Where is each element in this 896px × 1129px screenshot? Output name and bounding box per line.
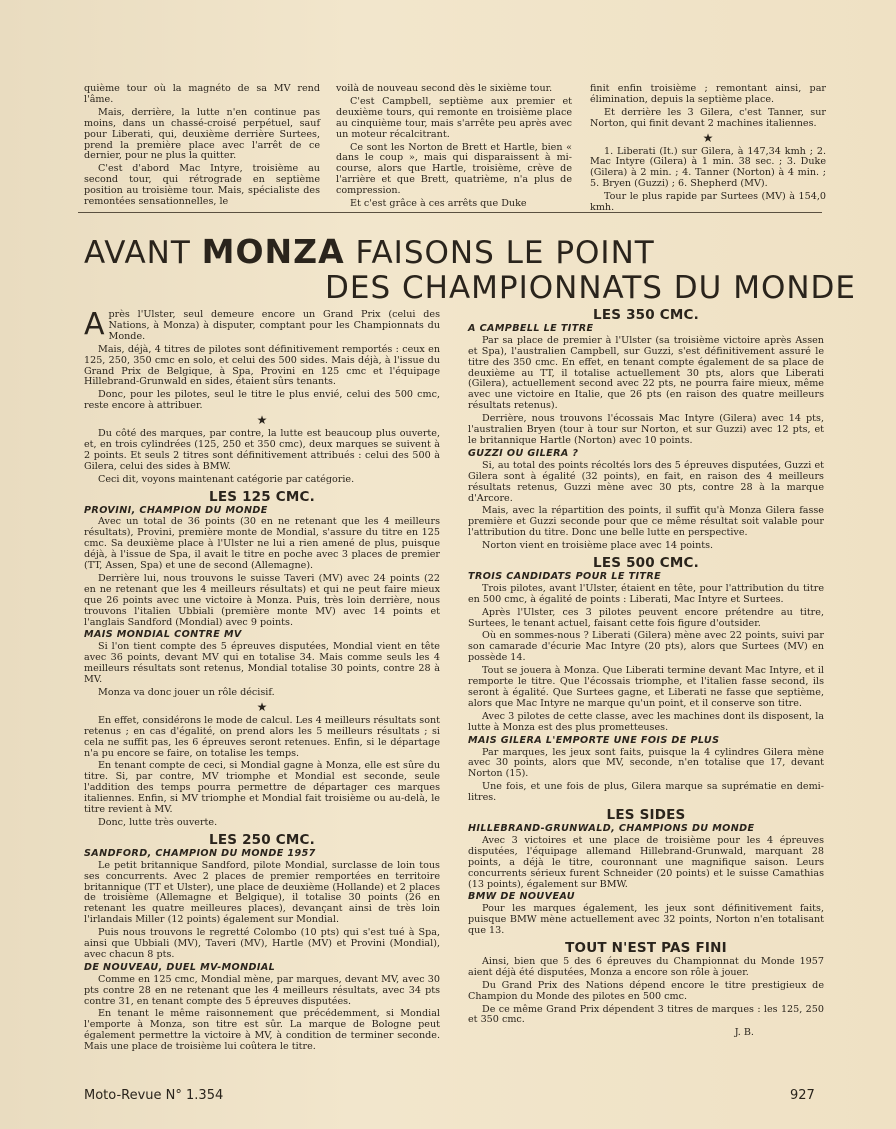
paragraph: voilà de nouveau second dès le sixième tour. xyxy=(336,83,553,94)
paragraph: Monza va donc jouer un rôle décisif. xyxy=(98,687,275,698)
subheading: GUZZI OU GILERA ? xyxy=(468,447,579,459)
paragraph: Derrière, nous trouvons l'écossais Mac Intyre (Gilera) avec 14 pts, l'australien Bryen (tour à tour sur Norton, et sur Guzzi) avec 12 pts, et le britannique Hartle (Norton) avec 10 points. xyxy=(468,413,824,446)
subheading: TROIS CANDIDATS POUR LE TITRE xyxy=(468,570,662,582)
top-column-3 xyxy=(590,84,826,216)
section-heading-fin: TOUT N'EST PAS FINI xyxy=(565,940,727,957)
section-heading-350: LES 350 CMC. xyxy=(593,307,699,323)
paragraph: Le petit britannique Sandford, pilote Mondial, surclasse de loin tous ses concurrents. Avec 2 places de premier remportées en territoire britannique (TT et Ulster), une place de deuxième (Hollande) et 2 places de troisième (Allemagne et Belgique), il totalise 30 points (26 en retenant les quatre meilleures places), devançant ainsi de très loin l'irlandais Miller (12 points) également sur Mondial. xyxy=(84,859,440,926)
paragraph: Et derrière les 3 Gilera, c'est Tanner, sur Norton, qui finit devant 2 machines italiennes. xyxy=(590,106,826,129)
paragraph: Puis nous trouvons le regretté Colombo (10 pts) qui s'est tué à Spa, ainsi que Ubbiali (MV), Taveri (MV), Hartle (MV) et Provini (Mondial), avec chacun 8 pts. xyxy=(84,927,440,960)
drop-cap: A xyxy=(84,307,105,342)
star-icon: ★ xyxy=(702,130,714,145)
subheading: BMW DE NOUVEAU xyxy=(468,891,575,903)
headline-line-2: DES CHAMPIONNATS DU MONDE xyxy=(325,270,856,306)
paragraph: Ce sont les Norton de Brett et Hartle, bien « dans le coup », mais qui disparaissent à mi-course, alors que Hartle, troisième, crève de l'arrière et que Brett, quatrième, n'a plus de compression. xyxy=(336,141,572,197)
paragraph: Et c'est grâce à ces arrêts que Duke xyxy=(350,198,527,210)
paragraph: Donc, lutte très ouverte. xyxy=(98,816,218,828)
paragraph: près l'Ulster, seul demeure encore un Grand Prix (celui des Nations, à Monza) à disputer, comptant pour les Championnats du Monde. xyxy=(108,309,440,342)
subheading: A CAMPBELL LE TITRE xyxy=(468,322,594,334)
paragraph: Mais, déjà, 4 titres de pilotes sont définitivement remportés : ceux en 125, 250, 350 cmc en solo, et celui des 500 sides. Mais déjà, à l'issue du Grand Prix de Belgique, à Spa, Provini en 125 cmc et l'équipage Hillebrand-Grunwald en sides, étaient sûrs tenants. xyxy=(84,343,440,388)
paragraph: En tenant le même raisonnement que précédemment, si Mondial l'emporte à Monza, son titre est sûr. La marque de Bologne peut également permettre la victoire à MV, à condition de terminer seconde. Mais une place de troisième lui coûtera le titre. xyxy=(84,1008,440,1053)
subheading: MAIS GILERA L'EMPORTE UNE FOIS DE PLUS xyxy=(468,734,720,746)
headline-line-1 xyxy=(84,232,655,271)
paragraph: Ceci dit, voyons maintenant catégorie par catégorie. xyxy=(98,473,355,485)
paragraph: Une fois, et une fois de plus, Gilera marque sa suprématie en demi-litres. xyxy=(468,781,824,804)
subheading: PROVINI, CHAMPION DU MONDE xyxy=(84,504,268,516)
paragraph: En tenant compte de ceci, si Mondial gagne à Monza, elle est sûre du titre. Si, par contre, MV triomphe et Mondial est seconde, seule l'addition des temps pourra permettre de départager ces marques italiennes. Enfin, si MV triomphe et Mondial fait troisième ou au-delà, le titre revient à MV. xyxy=(84,760,440,816)
headline-word: FAISONS LE POINT xyxy=(355,235,655,271)
paragraph: Où en sommes-nous ? Liberati (Gilera) mène avec 22 points, suivi par son camarade d'écurie Mac Intyre (20 pts), alors que Surtees (MV) en possède 14. xyxy=(468,630,824,664)
paragraph: Avec 3 victoires et une place de troisième pour les 4 épreuves disputées, l'équipage allemand Hillebrand-Grunwald, marquant 28 points, a déjà le titre, couronnant une magnifique saison. Leurs concurrents sérieux furent Schneider (20 points) et le suisse Camathias (13 points), également sur BMW. xyxy=(468,834,824,890)
headline-word: AVANT xyxy=(84,235,191,271)
paragraph: Norton vient en troisième place avec 14 points. xyxy=(482,540,714,552)
paragraph: Tout se jouera à Monza. Que Liberati termine devant Mac Intyre, et il remporte le titre. Que l'écossais triomphe, et l'italien fasse second, ils seront à égalité. Que Surtees gagne, et Liberati ne fasse que septième, alors que Mac Intyre ne marque qu'un point, et il conserve son titre. xyxy=(468,665,824,709)
subheading: MAIS MONDIAL CONTRE MV xyxy=(84,629,242,641)
star-icon: ★ xyxy=(256,413,268,428)
paragraph: Mais, derrière, la lutte n'en continue pas moins, dans un chassé-croisé perpétuel, sauf pour Liberati, qui, deuxième derrière Surtees, prend la première place avec l'arrêt de ce dernier, pour ne plus la quitter. xyxy=(84,106,320,162)
left-column xyxy=(84,307,440,1055)
section-heading-500: LES 500 CMC. xyxy=(593,555,699,572)
headline-word-bold: MONZA xyxy=(201,232,345,271)
results-paragraph: 1. Liberati (It.) sur Gilera, à 147,34 kmh ; 2. Mac Intyre (Gilera) à 1 min. 38 sec. ; 3. Duke (Gilera) à 2 min. ; 4. Tanner (Norton) à 4 min. ; 5. Bryen (Guzzi) ; 6. Shepherd (MV). xyxy=(590,145,826,190)
paragraph: Par marques, les jeux sont faits, puisque la 4 cylindres Gilera mène avec 30 points, alors que MV, seconde, n'en totalise que 17, devant Norton (15). xyxy=(468,746,824,780)
paragraph: C'est Campbell, septième aux premier et deuxième tours, qui remonte en troisième place au cinquième tour, mais s'arrête peu après avec un moteur récalcitrant. xyxy=(336,95,572,140)
paragraph: Du côté des marques, par contre, la lutte est beaucoup plus ouverte, et, en trois cylindrées (125, 250 et 350 cmc), deux marques se suivent à 2 points. Et seuls 2 titres sont définitivement attribués : celui des 500 à Gilera, celui des sides à BMW. xyxy=(84,428,440,472)
paragraph: En effet, considérons le mode de calcul. Les 4 meilleurs résultats sont retenus ; en cas d'égalité, on prend alors les 5 meilleurs résultats ; si cela ne suffit pas, les 6 épreuves seront retenues. Enfin, si le départage n'a pu encore se faire, on totalise les temps. xyxy=(84,714,440,759)
paragraph: Derrière lui, nous trouvons le suisse Taveri (MV) avec 24 points (22 en ne retenant que les 4 meilleurs résultats) et qui ne peut faire mieux que 26 points avec une victoire à Monza. Puis, très loin derrière, nous trouvons l'italien Ubbiali (première monte MV) avec 14 points et l'anglais Sandford (Mondial) avec 9 points. xyxy=(84,572,440,628)
paragraph: Si, au total des points récoltés lors des 5 épreuves disputées, Guzzi et Gilera sont à égalité (32 points), en fait, en raison des 4 meilleurs résultats retenus, Guzzi mène avec 30 pts, contre 28 à la marque d'Arcore. xyxy=(468,459,824,504)
paragraph: C'est d'abord Mac Intyre, troisième au second tour, qui rétrograde en septième position au troisième tour. Mais, spécialiste des remontées sensationnelles, le xyxy=(84,163,320,208)
top-column-1 xyxy=(84,84,320,210)
section-heading-250: LES 250 CMC. xyxy=(209,831,315,848)
paragraph: Tour le plus rapide par Surtees (MV) à 154,0 kmh. xyxy=(590,191,826,214)
section-heading-125: LES 125 CMC. xyxy=(209,488,315,505)
paragraph: De ce même Grand Prix dépendent 3 titres de marques : les 125, 250 et 350 cmc. xyxy=(468,1003,824,1026)
paragraph: Comme en 125 cmc, Mondial mène, par marques, devant MV, avec 30 pts contre 28 en ne retenant que les 4 meilleurs résultats, avec 34 pts contre 31, en tenant compte des 5 épreuves disputées. xyxy=(84,973,440,1007)
paragraph: Mais, avec la répartition des points, il suffit qu'à Monza Gilera fasse première et Guzzi seconde pour que ce même résultat soit valable pour l'attribution du titre. Donc une belle lutte en perspective. xyxy=(468,505,824,539)
section-heading-sides: LES SIDES xyxy=(606,807,686,824)
paragraph: Après l'Ulster, ces 3 pilotes peuvent encore prétendre au titre, Surtees, le tenant actuel, faisant cette fois figure d'outsider. xyxy=(468,606,824,629)
paragraph: Avec un total de 36 points (30 en ne retenant que les 4 meilleurs résultats), Provini, première monte de Mondial, s'assure du titre en 125 cmc. Sa deuxième place à l'Ulster ne lui a rien amené de plus, puisque déjà, à l'issue de Spa, il avait le titre en poche avec 3 places de premier (TT, Assen, Spa) et une de second (Allemagne). xyxy=(84,516,440,572)
author-signature: J. B. xyxy=(734,1027,754,1039)
paragraph: Si l'on tient compte des 5 épreuves disputées, Mondial vient en tête avec 36 points, devant MV qui en totalise 34. Mais comme seuls les 4 meilleurs résultats sont retenus, Mondial totalise 30 points, contre 28 à MV. xyxy=(84,641,440,686)
paragraph: finit enfin troisième ; remontant ainsi, par élimination, depuis la septième place. xyxy=(590,83,826,105)
subheading: DE NOUVEAU, DUEL MV-MONDIAL xyxy=(84,961,276,973)
footer-magazine-issue: Moto-Revue N° 1.354 xyxy=(84,1088,224,1103)
subheading: HILLEBRAND-GRUNWALD, CHAMPIONS DU MONDE xyxy=(468,822,755,834)
footer-page-number: 927 xyxy=(790,1088,815,1103)
subheading: SANDFORD, CHAMPION DU MONDE 1957 xyxy=(84,847,316,859)
paragraph: Avec 3 pilotes de cette classe, avec les machines dont ils disposent, la lutte à Monza est des plus prometteuses. xyxy=(468,710,824,733)
paragraph: quième tour où la magnéto de sa MV rend l'âme. xyxy=(84,83,320,105)
paragraph: Par sa place de premier à l'Ulster (sa troisième victoire après Assen et Spa), l'australien Campbell, sur Guzzi, s'est définitivement assuré le titre des 350 cmc. En effet, en tenant compte également de sa place de deuxième au TT, il totalise actuellement 30 pts, alors que Liberati (Gilera), actuellement second avec 22 pts, ne pourra faire mieux, même avec une victoire en Italie, que 26 pts (en raison des quatre meilleurs résultats retenus). xyxy=(468,334,824,412)
paragraph: Du Grand Prix des Nations dépend encore le titre prestigieux de Champion du Monde des pilotes en 500 cmc. xyxy=(468,979,824,1002)
paragraph: Pour les marques également, les jeux sont définitivement faits, puisque BMW mène actuellement avec 32 points, Norton n'en totalisant que 13. xyxy=(468,903,824,937)
paragraph: Ainsi, bien que 5 des 6 épreuves du Championnat du Monde 1957 aient déjà été disputées, Monza a encore son rôle à jouer. xyxy=(468,955,824,978)
paragraph: Trois pilotes, avant l'Ulster, étaient en tête, pour l'attribution du titre en 500 cmc, à égalité de points : Liberati, Mac Intyre et Surtees. xyxy=(468,582,824,605)
divider xyxy=(78,212,822,213)
paragraph: Donc, pour les pilotes, seul le titre le plus envié, celui des 500 cmc, reste encore à attribuer. xyxy=(84,389,440,412)
top-column-2 xyxy=(336,84,572,212)
right-column xyxy=(468,307,824,1039)
star-icon: ★ xyxy=(256,699,268,714)
